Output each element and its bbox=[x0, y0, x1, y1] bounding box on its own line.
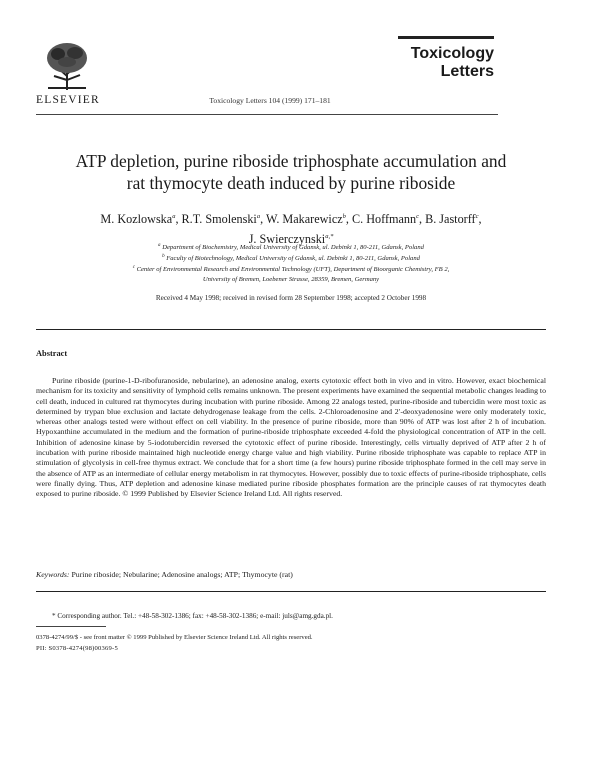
copyright-line: 0378-4274/99/$ - see front matter © 1999 Published by Elsevier Science Ireland Ltd. All rights reserved. bbox=[36, 634, 313, 641]
keywords-label: Keywords: bbox=[36, 570, 70, 579]
author-affiliation-mark: c bbox=[475, 213, 479, 220]
abstract-top-rule bbox=[36, 329, 546, 330]
author-affiliation-mark: c bbox=[416, 213, 419, 220]
author-affiliation-mark: a bbox=[256, 213, 261, 220]
title-line-1: ATP depletion, purine riboside triphosphate accumulation and bbox=[75, 151, 507, 171]
publisher-name: ELSEVIER bbox=[36, 94, 100, 106]
author-name: B. Jastorff bbox=[425, 212, 476, 227]
journal-name-line-2: Letters bbox=[440, 63, 494, 80]
author-name: C. Hoffmann bbox=[351, 212, 417, 227]
header-divider bbox=[36, 114, 498, 115]
publisher-logo bbox=[36, 40, 98, 110]
author-name: W. Makarewicz bbox=[265, 212, 343, 227]
author-name: R.T. Smolenski bbox=[181, 212, 257, 227]
author-separator: , bbox=[260, 212, 266, 227]
abstract-bottom-rule bbox=[36, 591, 546, 592]
affiliation-list bbox=[36, 241, 546, 284]
keywords-list: Purine riboside; Nebularine; Adenosine analogs; ATP; Thymocyte (rat) bbox=[71, 570, 293, 579]
affiliation bbox=[36, 252, 546, 263]
affiliation-continuation bbox=[36, 275, 546, 284]
keywords bbox=[36, 570, 546, 579]
affiliation bbox=[36, 241, 546, 252]
author-separator: , bbox=[478, 212, 482, 227]
affiliation-text: Faculty of Biotechnology, Medical University of Gdansk, ul. Debinki 1, 80-211, Gdansk, Poland bbox=[166, 255, 420, 263]
brand-rule bbox=[398, 36, 494, 39]
author-affiliation-mark: a,* bbox=[325, 233, 334, 241]
title-line-2: rat thymocyte death induced by purine riboside bbox=[126, 173, 456, 193]
author-name: M. Kozlowska bbox=[100, 212, 173, 227]
author-affiliation-mark: a bbox=[172, 213, 176, 220]
affiliation-text: University of Bremen, Loebener Strasse, 28359, Bremen, Germany bbox=[202, 275, 380, 283]
author-separator: , bbox=[175, 212, 182, 227]
affiliation-mark: a bbox=[158, 243, 161, 248]
author-separator: , bbox=[418, 212, 426, 227]
footnote-rule bbox=[36, 626, 106, 627]
pii-line: PII: S0378-4274(98)00369-5 bbox=[36, 645, 118, 652]
affiliation-text: Center of Environmental Research and Environmental Technology (UFT), Department of Bioorganic Chemistry, FB 2, bbox=[136, 266, 450, 274]
author-separator: , bbox=[345, 212, 352, 227]
elsevier-tree-icon bbox=[42, 40, 92, 92]
affiliation bbox=[36, 263, 546, 274]
author-affiliation-mark: b bbox=[342, 213, 346, 220]
received-dates: Received 4 May 1998; received in revised form 28 September 1998; accepted 2 October 1998 bbox=[155, 294, 427, 302]
author-name: J. Swierczynski bbox=[248, 232, 326, 247]
journal-brand bbox=[398, 36, 494, 81]
article-title bbox=[36, 150, 546, 194]
journal-citation: Toxicology Letters 104 (1999) 171–181 bbox=[209, 96, 331, 105]
affiliation-mark: c bbox=[132, 265, 135, 271]
journal-name-line-1: Toxicology bbox=[410, 45, 494, 62]
affiliation-mark: b bbox=[162, 254, 165, 260]
affiliation-text: Department of Biochemistry, Medical University of Gdansk, ul. Debinki 1, 80-211, Gdansk, Poland bbox=[162, 244, 424, 252]
authors-line-1 bbox=[36, 208, 546, 228]
corresponding-author-note: * Corresponding author. Tel.: +48-58-302-1386; fax: +48-58-302-1386; e-mail: juls@amg.gda.pl. bbox=[52, 612, 333, 620]
abstract-heading: Abstract bbox=[36, 349, 68, 358]
abstract-body: Purine riboside (purine-1-D-ribofuranoside, nebularine), an adenosine analog, exerts cytotoxic effect both in vivo and in vitro. However, exact biochemical mechanism for its toxicity and sensitivity of lymphoid cells remains unknown. The present experiments have examined the sequential metabolic changes leading to cell death, induced in cultured rat thymocytes during incubation with purine riboside. Among 22 analogs tested, purine-riboside and tubercidin were most toxic as determined by trypan blue exclusion and lactate dehydrogenase leakage from the cells. 2-Chloroadenosine and 2′-deoxyadenosine were only moderately toxic, whereas other analogs tested were without effect on cell viability. In the presence of purine riboside, more than 90% of ATP was lost after 2 h of incubation. Hypoxanthine accumulated in the medium and the formation of purine-riboside triphosphate exceeded 4-fold the physiological concentration of ATP in the cell. Inhibition of adenosine kinase by 5-iodotubercidin reversed the cytotoxic effect of purine riboside. Interestingly, cells virtually deprived of ATP after 2 h of incubation with purine riboside maintained high nucleotide energy charge value and high viability. Purine riboside triphosphate was capable to replace ATP in stimulation of glycolysis in cell-free thymus extract. We conclude that for a short time (a few hours) purine riboside triphosphate formed in the cell may serve in the absence of ATP as an intermediate of cellular energy metabolism in rat thymocytes. However, possibly due to toxic effects of purine-riboside triphosphate, cells were finally dying. Thus, ATP depletion and adenosine kinase mediated purine riboside phosphates formation are the principle causes of rat thymocytes death exposed to purine riboside. © 1999 Published by Elsevier Science Ireland Ltd. All rights reserved. bbox=[36, 376, 546, 499]
